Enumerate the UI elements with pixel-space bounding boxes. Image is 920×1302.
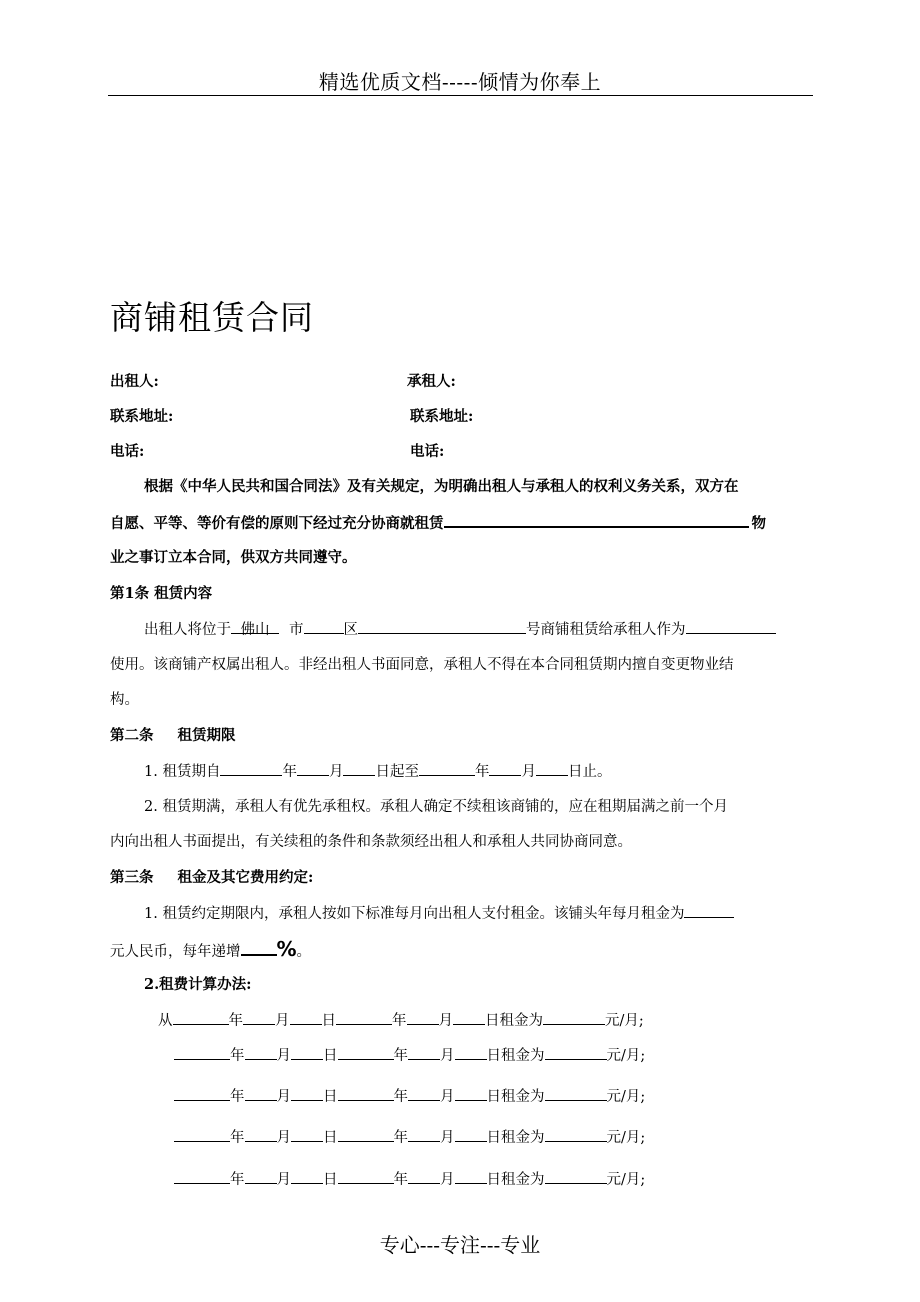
a3-i1-suffix: 。 — [296, 944, 312, 960]
row4-to-year[interactable] — [338, 1126, 394, 1142]
row3-rent[interactable] — [545, 1085, 607, 1101]
a2-day-to: 日止。 — [567, 764, 612, 780]
preamble-line-1: 根据《中华人民共和国合同法》及有关规定，为明确出租人与承租人的权利义务关系，双方在 — [144, 478, 739, 495]
row2-to-day[interactable] — [455, 1044, 487, 1060]
row4-rent[interactable] — [545, 1126, 607, 1142]
row3-to-year[interactable] — [338, 1085, 394, 1101]
unit-month: 月 — [438, 1013, 453, 1029]
article-3-item-1-line-2 — [110, 937, 311, 961]
article-3-item-2-heading: 2.租费计算办法: — [144, 976, 252, 993]
a3-i1-prefix: 元人民币，每年递增 — [110, 944, 241, 960]
unit-year: 年 — [392, 1013, 407, 1029]
row5-to-month[interactable] — [408, 1168, 440, 1184]
unit-per-month: 元/月; — [606, 1048, 646, 1064]
row3-to-day[interactable] — [455, 1085, 487, 1101]
unit-year: 年 — [393, 1048, 408, 1064]
unit-year: 年 — [393, 1172, 408, 1188]
city-field[interactable]: 佛山 — [231, 618, 279, 634]
row5-rent[interactable] — [545, 1168, 607, 1184]
row2-rent[interactable] — [545, 1044, 607, 1060]
row2-to-month[interactable] — [408, 1044, 440, 1060]
article-3-heading — [110, 866, 313, 887]
unit-month: 月 — [275, 1013, 290, 1029]
unit-year: 年 — [230, 1172, 245, 1188]
preamble-line-3: 业之事订立本合同，供双方共同遵守。 — [110, 549, 357, 566]
row5-to-day[interactable] — [455, 1168, 487, 1184]
rent-row — [174, 1085, 645, 1106]
article-1-heading: 第1条 租赁内容 — [110, 585, 213, 602]
unit-per-month: 元/月; — [606, 1089, 646, 1105]
end-month-blank[interactable] — [489, 760, 521, 776]
property-blank[interactable] — [444, 511, 749, 528]
preamble-line-2-prefix: 自愿、平等、等价有偿的原则下经过充分协商就租赁 — [110, 515, 444, 532]
row2-from-month[interactable] — [245, 1044, 277, 1060]
usage-blank[interactable] — [686, 618, 776, 634]
percent-sign: % — [276, 937, 297, 961]
start-year-blank[interactable] — [220, 760, 282, 776]
increase-rate-blank[interactable] — [241, 939, 277, 956]
district-blank[interactable] — [304, 618, 344, 634]
row4-to-month[interactable] — [408, 1126, 440, 1142]
unit-day: 日 — [323, 1048, 338, 1064]
unit-year: 年 — [230, 1089, 245, 1105]
unit-year: 年 — [393, 1130, 408, 1146]
row3-to-month[interactable] — [408, 1085, 440, 1101]
article-1-para-3: 构。 — [110, 692, 139, 708]
row4-from-month[interactable] — [245, 1126, 277, 1142]
unit-year: 年 — [230, 1130, 245, 1146]
a2-year-1: 年 — [282, 764, 297, 780]
unit-day: 日 — [321, 1013, 336, 1029]
day-rent-text: 日租金为 — [486, 1130, 545, 1146]
end-day-blank[interactable] — [536, 760, 568, 776]
unit-month: 月 — [440, 1172, 455, 1188]
row4-from-day[interactable] — [291, 1126, 323, 1142]
row2-to-year[interactable] — [338, 1044, 394, 1060]
row4-from-year[interactable] — [174, 1126, 230, 1142]
row1-to-year[interactable] — [336, 1009, 392, 1025]
row5-from-month[interactable] — [245, 1168, 277, 1184]
unit-day: 日 — [323, 1089, 338, 1105]
article-3-item-1-line-1 — [144, 902, 734, 923]
article-2-item-2-line-1: 2. 租赁期满，承租人有优先承租权。承租人确定不续租该商铺的，应在租期届满之前一个月 — [144, 799, 728, 815]
unit-day: 日 — [323, 1130, 338, 1146]
start-day-blank[interactable] — [343, 760, 375, 776]
row5-from-year[interactable] — [174, 1168, 230, 1184]
unit-month: 月 — [276, 1130, 291, 1146]
day-rent-text: 日租金为 — [486, 1048, 545, 1064]
first-year-rent-blank[interactable] — [684, 902, 734, 918]
page-footer: 专心---专注---专业 — [379, 1233, 541, 1257]
article-2-heading — [110, 724, 236, 745]
row1-from-month[interactable] — [243, 1009, 275, 1025]
a3-i1-text: 1. 租赁约定期限内，承租人按如下标准每月向出租人支付租金。该铺头年每月租金为 — [144, 906, 685, 922]
article-2-item-2-line-2: 内向出租人书面提出，有关续租的条件和条款须经出租人和承租人共同协商同意。 — [110, 834, 632, 850]
day-rent-text: 日租金为 — [486, 1089, 545, 1105]
row1-from-day[interactable] — [290, 1009, 322, 1025]
row5-to-year[interactable] — [338, 1168, 394, 1184]
unit-year: 年 — [230, 1048, 245, 1064]
article-1-para-1 — [144, 618, 776, 639]
from-text: 从 — [158, 1013, 173, 1029]
row3-from-year[interactable] — [174, 1085, 230, 1101]
row4-to-day[interactable] — [455, 1126, 487, 1142]
start-month-blank[interactable] — [297, 760, 329, 776]
document-title: 商铺租赁合同 — [110, 298, 314, 337]
rent-row — [174, 1168, 645, 1189]
unit-day: 日 — [323, 1172, 338, 1188]
a1-text-lease: 号商铺租赁给承租人作为 — [526, 622, 686, 638]
rent-row — [174, 1126, 645, 1147]
preamble-line-2-suffix: 物 — [751, 515, 766, 532]
unit-month: 月 — [276, 1048, 291, 1064]
row5-from-day[interactable] — [291, 1168, 323, 1184]
a3-num: 第三条 — [110, 869, 154, 886]
a3-title: 租金及其它费用约定: — [177, 869, 314, 886]
article-1-para-2: 使用。该商铺产权属出租人。非经出租人书面同意，承租人不得在本合同租赁期内擅自变更物业结 — [110, 657, 734, 673]
rent-row — [174, 1044, 645, 1065]
a1-text-located: 出租人将位于 — [144, 622, 231, 638]
a1-text-district: 区 — [343, 622, 358, 638]
lessor-label: 出租人: — [110, 373, 159, 390]
lessee-label: 承租人: — [407, 373, 456, 390]
a2-month-2: 月 — [521, 764, 536, 780]
a2-day-from: 日起至 — [375, 764, 419, 780]
unit-year: 年 — [393, 1089, 408, 1105]
lessee-address-label: 联系地址: — [410, 408, 474, 425]
lessor-address-label: 联系地址: — [110, 408, 174, 425]
a2-year-2: 年 — [474, 764, 490, 780]
row1-to-month[interactable] — [407, 1009, 439, 1025]
unit-month: 月 — [276, 1172, 291, 1188]
a2-month-1: 月 — [328, 764, 344, 780]
unit-month: 月 — [276, 1089, 291, 1105]
page-header: 精选优质文档-----倾情为你奉上 — [318, 70, 602, 94]
unit-month: 月 — [440, 1089, 455, 1105]
preamble-line-2 — [110, 511, 766, 533]
lessor-phone-label: 电话: — [110, 443, 145, 460]
unit-month: 月 — [440, 1048, 455, 1064]
row1-rent[interactable] — [543, 1009, 605, 1025]
day-rent-text: 日租金为 — [485, 1013, 543, 1029]
end-year-blank[interactable] — [419, 760, 475, 776]
header-rule — [108, 95, 813, 96]
row2-from-year[interactable] — [174, 1044, 230, 1060]
number-blank[interactable] — [358, 618, 526, 634]
lessee-phone-label: 电话: — [410, 443, 445, 460]
row3-from-day[interactable] — [291, 1085, 323, 1101]
row2-from-day[interactable] — [291, 1044, 323, 1060]
row1-to-day[interactable] — [453, 1009, 485, 1025]
unit-per-month: 元/月; — [605, 1013, 644, 1029]
a1-text-city: 市 — [289, 622, 304, 638]
a2-num: 第二条 — [110, 727, 154, 744]
unit-month: 月 — [440, 1130, 455, 1146]
a2-i1-prefix: 1. 租赁期自 — [144, 764, 221, 780]
unit-year: 年 — [228, 1013, 243, 1029]
a2-title: 租赁期限 — [177, 727, 236, 744]
unit-per-month: 元/月; — [606, 1172, 646, 1188]
row3-from-month[interactable] — [245, 1085, 277, 1101]
unit-per-month: 元/月; — [606, 1130, 646, 1146]
rent-row — [158, 1009, 644, 1030]
article-2-item-1 — [144, 760, 611, 781]
day-rent-text: 日租金为 — [486, 1172, 545, 1188]
row1-from-year[interactable] — [173, 1009, 229, 1025]
